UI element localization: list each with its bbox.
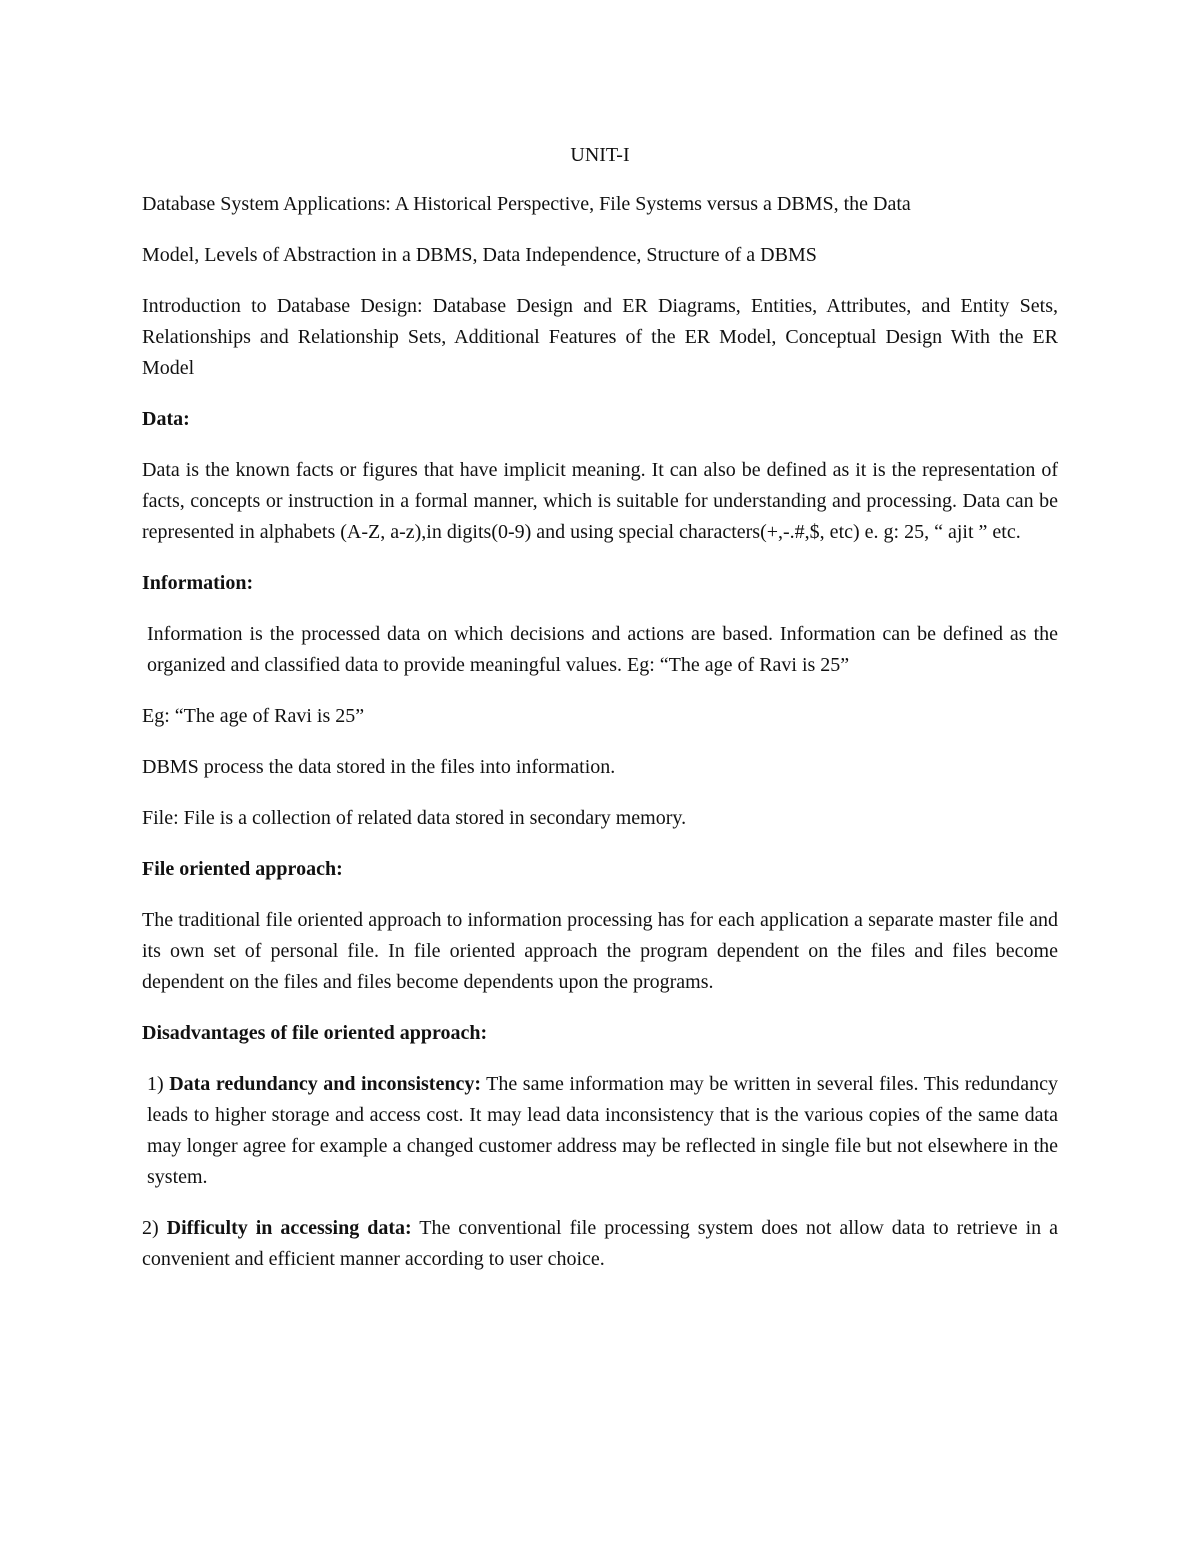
disadvantage-item-1 xyxy=(142,1069,1058,1193)
item-2-number: 2) xyxy=(142,1217,159,1239)
unit-title: UNIT-I xyxy=(570,144,630,166)
file-definition-line: File: File is a collection of related data stored in secondary memory. xyxy=(142,807,687,829)
information-paragraph: Information is the processed data on which decisions and actions are based. Information can be defined as the organized and classified data to provide meaningful values. Eg: “The age of Ravi is 25” xyxy=(147,623,1058,676)
disadvantage-item-2 xyxy=(142,1213,1058,1275)
syllabus-line-2: Model, Levels of Abstraction in a DBMS, Data Independence, Structure of a DBMS xyxy=(142,244,817,266)
file-oriented-paragraph: The traditional file oriented approach to information processing has for each application a separate master file and its own set of personal file. In file oriented approach the program dependent on the files and files become dependent on the files and files become dependents upon the programs. xyxy=(142,909,1058,993)
dbms-line: DBMS process the data stored in the files into information. xyxy=(142,756,616,778)
information-heading: Information: xyxy=(142,572,254,594)
file-oriented-heading: File oriented approach: xyxy=(142,858,343,880)
item-2-title: Difficulty in accessing data: xyxy=(166,1217,412,1239)
item-1-number: 1) xyxy=(147,1073,164,1095)
item-1-text: The same information may be written in several files. This redundancy leads to higher storage and access cost. It may lead data inconsistency that is the various copies of the same data may longer agree for example a changed customer address may be reflected in single file but not elsewhere in the system. xyxy=(147,1073,1059,1188)
item-1-title: Data redundancy and inconsistency: xyxy=(169,1073,481,1095)
disadvantages-heading: Disadvantages of file oriented approach: xyxy=(142,1022,488,1044)
item-2-text: The conventional file processing system does not allow data to retrieve in a convenient and efficient manner according to user choice. xyxy=(142,1217,1059,1270)
syllabus-line-1: Database System Applications: A Historical Perspective, File Systems versus a DBMS, the Data xyxy=(142,193,911,215)
syllabus-intro: Introduction to Database Design: Database Design and ER Diagrams, Entities, Attributes, and Entity Sets, Relationships and Relationship Sets, Additional Features of the ER Model, Conceptual Design With the ER Model xyxy=(142,295,1058,379)
example-line: Eg: “The age of Ravi is 25” xyxy=(142,705,365,727)
data-heading: Data: xyxy=(142,408,190,430)
data-paragraph: Data is the known facts or figures that have implicit meaning. It can also be defined as it is the representation of facts, concepts or instruction in a formal manner, which is suitable for understanding and processing. Data can be represented in alphabets (A-Z, a-z),in digits(0-9) and using special characters(+,-.#,$, etc) e. g: 25, “ ajit ” etc. xyxy=(142,459,1058,543)
